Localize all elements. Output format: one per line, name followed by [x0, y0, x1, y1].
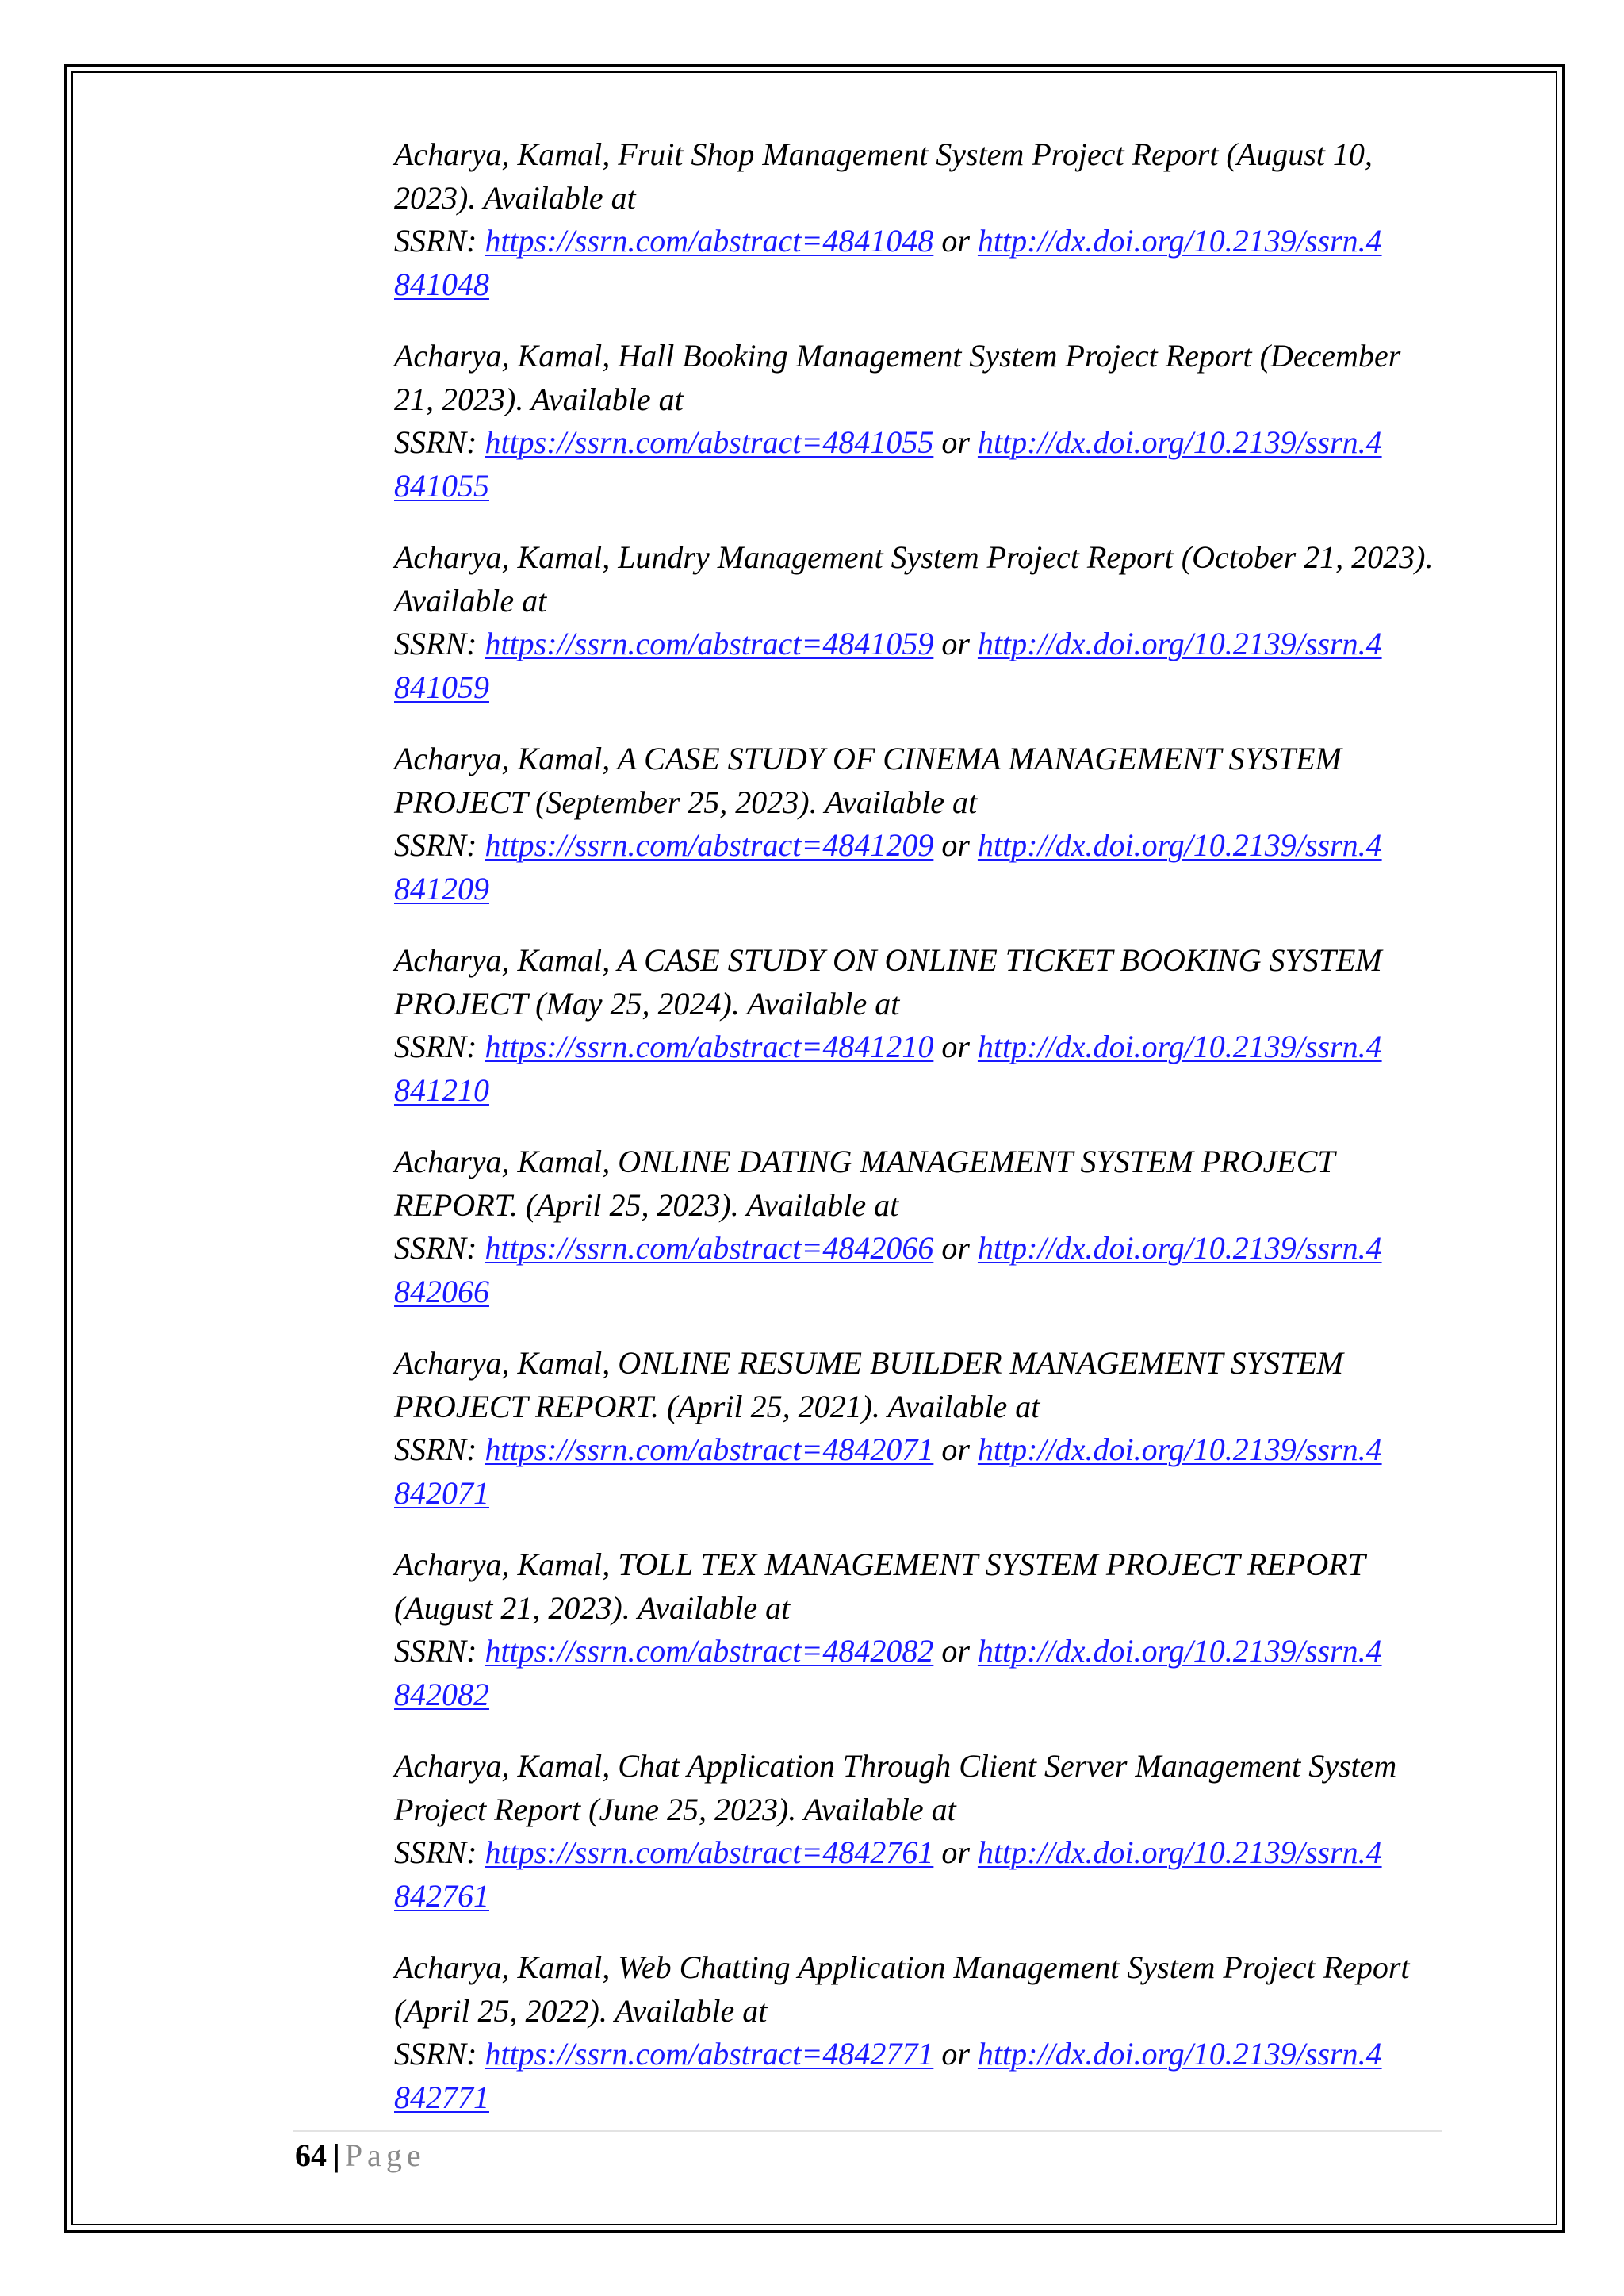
link-connector: or	[933, 424, 978, 460]
doi-link-part2[interactable]: 842066	[394, 1273, 489, 1309]
ssrn-link[interactable]: https://ssrn.com/abstract=4841059	[485, 626, 934, 661]
link-connector: or	[933, 223, 978, 259]
reference-citation: Acharya, Kamal, ONLINE DATING MANAGEMENT SYSTEM PROJECT REPORT. (April 25, 2023). Available at	[394, 1144, 1335, 1223]
reference-item	[394, 738, 1441, 910]
doi-link-part1[interactable]: http://dx.doi.org/10.2139/ssrn.4	[977, 626, 1382, 661]
reference-citation: Acharya, Kamal, Fruit Shop Management System Project Report (August 10, 2023). Available at	[394, 136, 1373, 216]
reference-citation: Acharya, Kamal, A CASE STUDY OF CINEMA MANAGEMENT SYSTEM PROJECT (September 25, 2023). Available at	[394, 741, 1342, 820]
ssrn-prefix: SSRN:	[394, 2036, 485, 2072]
doi-link-part2[interactable]: 841059	[394, 669, 489, 705]
doi-link-part1[interactable]: http://dx.doi.org/10.2139/ssrn.4	[977, 1834, 1382, 1870]
doi-link-part1[interactable]: http://dx.doi.org/10.2139/ssrn.4	[977, 1633, 1382, 1669]
doi-link-part2[interactable]: 842071	[394, 1474, 489, 1511]
doi-link-part2[interactable]: 841055	[394, 467, 489, 504]
link-connector: or	[933, 1029, 978, 1064]
ssrn-link[interactable]: https://ssrn.com/abstract=4841209	[485, 827, 934, 863]
ssrn-prefix: SSRN:	[394, 1432, 485, 1467]
page-number: 64	[295, 2137, 327, 2173]
reference-item	[394, 133, 1441, 306]
ssrn-prefix: SSRN:	[394, 1834, 485, 1870]
link-connector: or	[933, 1230, 978, 1266]
ssrn-link[interactable]: https://ssrn.com/abstract=4842082	[485, 1633, 934, 1669]
reference-citation: Acharya, Kamal, TOLL TEX MANAGEMENT SYSTEM PROJECT REPORT (August 21, 2023). Available at	[394, 1547, 1365, 1626]
reference-item	[394, 1946, 1441, 2119]
reference-item	[394, 1140, 1441, 1313]
ssrn-prefix: SSRN:	[394, 1633, 485, 1669]
ssrn-prefix: SSRN:	[394, 223, 485, 259]
doi-link-part2[interactable]: 841048	[394, 266, 489, 302]
link-connector: or	[933, 1834, 978, 1870]
doi-link-part1[interactable]: http://dx.doi.org/10.2139/ssrn.4	[977, 1029, 1382, 1064]
ssrn-prefix: SSRN:	[394, 827, 485, 863]
ssrn-link[interactable]: https://ssrn.com/abstract=4841055	[485, 424, 934, 460]
link-connector: or	[933, 626, 978, 661]
footer-divider	[293, 2130, 1442, 2132]
link-connector: or	[933, 1633, 978, 1669]
doi-link-part1[interactable]: http://dx.doi.org/10.2139/ssrn.4	[977, 1230, 1382, 1266]
reference-item	[394, 335, 1441, 508]
doi-link-part2[interactable]: 842082	[394, 1676, 489, 1712]
doi-link-part2[interactable]: 842771	[394, 2079, 489, 2115]
ssrn-prefix: SSRN:	[394, 424, 485, 460]
doi-link-part2[interactable]: 842761	[394, 1877, 489, 1914]
ssrn-prefix: SSRN:	[394, 626, 485, 661]
reference-citation: Acharya, Kamal, Web Chatting Application Management System Project Report (April 25, 2022). Available at	[394, 1949, 1410, 2029]
doi-link-part2[interactable]: 841209	[394, 870, 489, 907]
doi-link-part1[interactable]: http://dx.doi.org/10.2139/ssrn.4	[977, 2036, 1382, 2072]
reference-item	[394, 1745, 1441, 1918]
reference-item	[394, 1342, 1441, 1515]
link-connector: or	[933, 2036, 978, 2072]
ssrn-link[interactable]: https://ssrn.com/abstract=4842771	[485, 2036, 934, 2072]
reference-item	[394, 1543, 1441, 1716]
page-label: Page	[344, 2137, 426, 2173]
doi-link-part1[interactable]: http://dx.doi.org/10.2139/ssrn.4	[977, 1432, 1382, 1467]
ssrn-link[interactable]: https://ssrn.com/abstract=4841210	[485, 1029, 934, 1064]
ssrn-prefix: SSRN:	[394, 1029, 485, 1064]
ssrn-link[interactable]: https://ssrn.com/abstract=4842066	[485, 1230, 934, 1266]
ssrn-link[interactable]: https://ssrn.com/abstract=4841048	[485, 223, 934, 259]
reference-citation: Acharya, Kamal, Chat Application Through Client Server Management System Project Report (June 25, 2023). Available at	[394, 1748, 1397, 1827]
ssrn-link[interactable]: https://ssrn.com/abstract=4842071	[485, 1432, 934, 1467]
reference-item	[394, 536, 1441, 709]
page-footer	[295, 2136, 426, 2175]
footer-separator: |	[333, 2137, 340, 2173]
reference-citation: Acharya, Kamal, A CASE STUDY ON ONLINE TICKET BOOKING SYSTEM PROJECT (May 25, 2024). Available at	[394, 942, 1382, 1022]
doi-link-part1[interactable]: http://dx.doi.org/10.2139/ssrn.4	[977, 424, 1382, 460]
reference-list	[394, 133, 1441, 2148]
doi-link-part2[interactable]: 841210	[394, 1071, 489, 1108]
reference-citation: Acharya, Kamal, Lundry Management System Project Report (October 21, 2023). Available at	[394, 539, 1434, 619]
doi-link-part1[interactable]: http://dx.doi.org/10.2139/ssrn.4	[977, 223, 1382, 259]
link-connector: or	[933, 827, 978, 863]
ssrn-link[interactable]: https://ssrn.com/abstract=4842761	[485, 1834, 934, 1870]
reference-citation: Acharya, Kamal, ONLINE RESUME BUILDER MANAGEMENT SYSTEM PROJECT REPORT. (April 25, 2021). Available at	[394, 1345, 1343, 1424]
reference-item	[394, 939, 1441, 1112]
link-connector: or	[933, 1432, 978, 1467]
doi-link-part1[interactable]: http://dx.doi.org/10.2139/ssrn.4	[977, 827, 1382, 863]
reference-citation: Acharya, Kamal, Hall Booking Management System Project Report (December 21, 2023). Available at	[394, 338, 1401, 417]
ssrn-prefix: SSRN:	[394, 1230, 485, 1266]
